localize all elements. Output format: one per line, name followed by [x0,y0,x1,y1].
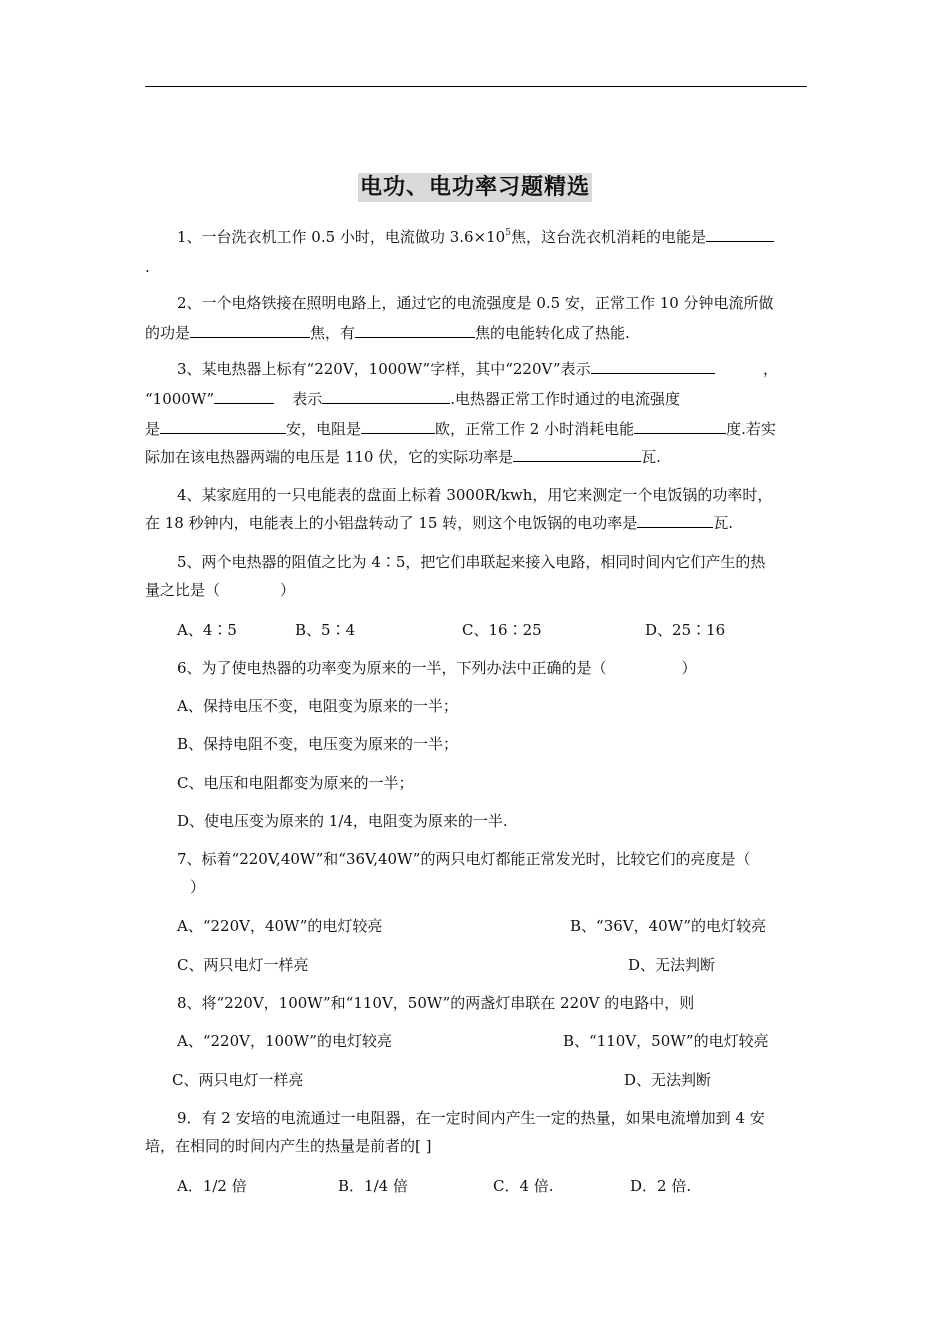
question-3-comma: ， [763,360,779,378]
option-b[interactable]: B、5∶4 [295,621,356,639]
answer-blank[interactable] [637,513,713,528]
question-2-line-1: 2、一个电烙铁接在照明电路上，通过它的电流强度是 0.5 安，正常工作 10 分钟电流所做 [177,294,774,312]
option-a[interactable]: A、4∶5 [177,621,237,639]
header-rule [145,86,807,87]
question-4-line-1: 4、某家庭用的一只电能表的盘面上标着 3000R/kwh，用它来测定一个电饭锅的功率时， [177,486,773,504]
question-7-line-2: ） [190,878,206,896]
option-a[interactable]: A、“220V，100W”的电灯较亮 [177,1032,392,1050]
exponent: 5 [505,228,511,238]
answer-blank[interactable] [361,419,435,434]
answer-blank[interactable] [190,323,310,338]
question-6-stem: 6、为了使电热器的功率变为原来的一半，下列办法中正确的是（ ） [177,659,697,677]
option-d[interactable]: D、无法判断 [628,956,716,974]
question-5-line-2: 量之比是（ ） [145,581,296,599]
answer-blank[interactable] [160,419,286,434]
question-2-line-2: 的功是 焦，有 焦的电能转化成了热能. [145,324,630,342]
question-8-stem: 8、将“220V，100W”和“110V，50W”的两盏灯串联在 220V 的电路中，则 [177,994,695,1012]
option-b[interactable]: B、保持电阻不变，电压变为原来的一半； [177,735,459,753]
question-3-line-4: 际加在该电热器两端的电压是 110 伏，它的实际功率是 瓦. [145,448,661,466]
question-9-line-2: 培，在相同的时间内产生的热量是前者的[ ] [145,1137,432,1155]
answer-blank[interactable] [355,323,475,338]
question-9-line-1: 9．有 2 安培的电流通过一电阻器，在一定时间内产生一定的热量，如果电流增加到 4 安 [177,1109,765,1127]
option-b[interactable]: B．1/4 倍 [338,1177,408,1195]
question-3-line-2: “1000W” 表示 .电热器正常工作时通过的电流强度 [145,390,681,408]
question-4-line-2: 在 18 秒钟内，电能表上的小铝盘转动了 15 转，则这个电饭锅的电功率是 瓦. [145,514,734,532]
option-d[interactable]: D、使电压变为原来的 1/4，电阻变为原来的一半. [177,812,508,830]
option-b[interactable]: B、“36V，40W”的电灯较亮 [570,917,767,935]
page-title: 电功、电功率习题精选 [359,175,590,200]
answer-blank[interactable] [513,447,641,462]
option-a[interactable]: A、“220V，40W”的电灯较亮 [177,917,383,935]
answer-blank[interactable] [706,227,774,242]
option-d[interactable]: D、无法判断 [624,1071,712,1089]
question-1-line-1: 1、一台洗衣机工作 0.5 小时，电流做功 $3.6\times 10^5$焦，这台洗衣机消耗的电能是 [177,227,774,247]
option-c[interactable]: C、16∶25 [462,621,542,639]
option-c[interactable]: C．4 倍. [493,1177,554,1195]
option-d[interactable]: D、25∶16 [645,621,726,639]
question-7-line-1: 7、标着“220V,40W”和“36V,40W”的两只电灯都能正常发光时，比较它们的亮度是（ [177,850,751,868]
question-1-line-2: . [145,258,150,276]
question-5-line-1: 5、两个电热器的阻值之比为 4∶5，把它们串联起来接入电路，相同时间内它们产生的热 [177,553,766,571]
answer-blank[interactable] [591,359,715,374]
option-c[interactable]: C、两只电灯一样亮 [172,1071,304,1089]
option-a[interactable]: A、保持电压不变，电阻变为原来的一半； [177,697,458,715]
option-a[interactable]: A．1/2 倍 [177,1177,247,1195]
answer-blank[interactable] [322,389,450,404]
option-c[interactable]: C、电压和电阻都变为原来的一半； [177,774,414,792]
option-d[interactable]: D．2 倍. [630,1177,692,1195]
question-3-line-3: 是 安，电阻是 欧，正常工作 2 小时消耗电能 度.若实 [145,420,776,438]
option-b[interactable]: B、“110V，50W”的电灯较亮 [563,1032,769,1050]
question-3-line-1: 3、某电热器上标有“220V，1000W”字样，其中“220V”表示 [177,359,715,379]
answer-blank[interactable] [634,419,726,434]
option-c[interactable]: C、两只电灯一样亮 [177,956,309,974]
answer-blank[interactable] [214,389,274,404]
